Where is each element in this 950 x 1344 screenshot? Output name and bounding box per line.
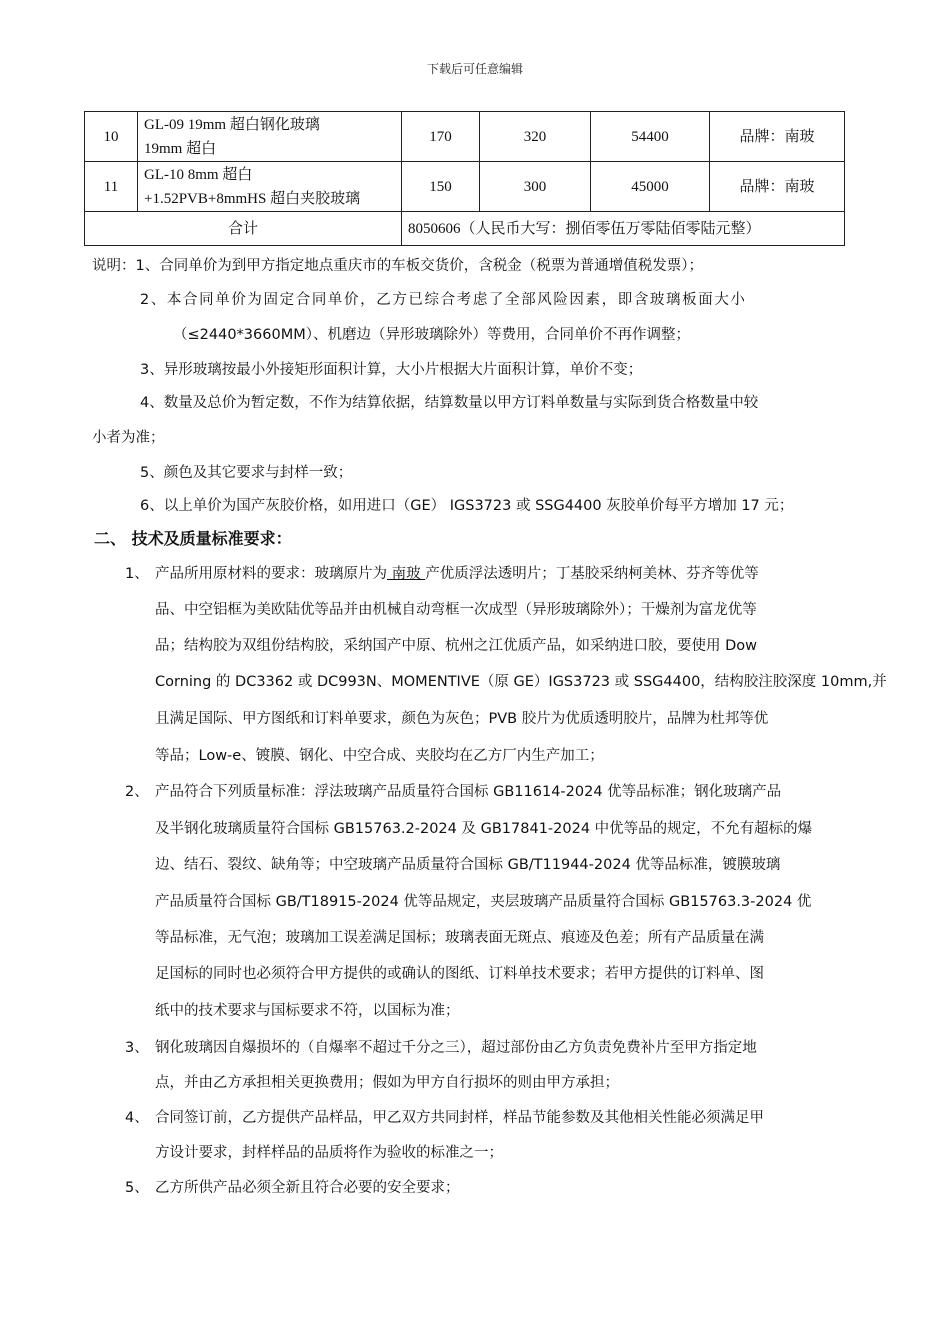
table-row [85,112,845,162]
para-3-line2: 点，并由乙方承担相关更换费用；假如为甲方自行损坏的则由甲方承担； [155,1075,619,1091]
note-2-line1: 2、本合同单价为固定合同单价，乙方已综合考虑了全部风险因素，即含玻璃板面大小 [140,292,747,308]
row-number: 11 [85,162,138,212]
glass-brand: 南玻 [387,566,426,582]
amount-cell: 54400 [591,112,710,162]
para-4-line1: 合同签订前，乙方提供产品样品，甲乙双方共同封样，样品节能参数及其他相关性能必须满足甲 [155,1110,764,1126]
note-2-line2: （≤2440*3660MM）、机磨边（异形玻璃除外）等费用，合同单价不再作调整； [173,327,690,343]
para-5-line1: 乙方所供产品必须全新且符合必要的安全要求； [155,1180,460,1196]
product-name-line2: 19mm 超白 [144,140,217,157]
unit-price-cell: 320 [480,112,591,162]
para-1-line3: 品；结构胶为双组份结构胶，采纳国产中原、杭州之江优质产品，如采纳进口胶，要使用 Dow [155,638,758,654]
quantity-cell: 170 [402,112,480,162]
item-number: 1、 [125,566,149,582]
header-note: 下载后可任意编辑 [426,62,523,76]
product-name-line2: +1.52PVB+8mmHS 超白夹胶玻璃 [144,190,361,207]
note-4-line2: 小者为准； [92,430,165,446]
para-1-line2: 品、中空铝框为美欧陆优等品并由机械自动弯框一次成型（异形玻璃除外）；干燥剂为富龙优等 [155,602,757,618]
section-heading: 二、 技术及质量标准要求： [94,529,292,548]
row-number: 10 [85,112,138,162]
quantity-cell: 150 [402,162,480,212]
note-1: 说明：1、合同单价为到甲方指定地点重庆市的车板交货价，含税金（税票为普通增值税发票）； [92,258,703,274]
item-number: 3、 [125,1040,149,1056]
para-2-line5: 等品标准，无气泡；玻璃加工误差满足国标；玻璃表面无斑点、痕迹及色差；所有产品质量在满 [155,930,764,946]
table-total-row [85,212,845,246]
para-3-line1: 钢化玻璃因自爆损坏的（自爆率不超过千分之三），超过部份由乙方负责免费补片至甲方指定地 [155,1040,757,1056]
para-1-line6: 等品；Low-e、镀膜、钢化、中空合成、夹胶均在乙方厂内生产加工； [155,748,604,764]
para-2-line2: 及半钢化玻璃质量符合国标 GB15763.2-2024 及 GB17841-2024 中优等品的规定，不允有超标的爆 [155,821,813,837]
price-table [84,111,845,246]
para-2-line6: 足国标的同时也必须符合甲方提供的或确认的图纸、订料单技术要求；若甲方提供的订料单、图 [155,966,764,982]
para-2-line7: 纸中的技术要求与国标要求不符，以国标为准； [155,1003,460,1019]
brand-note-cell: 品牌：南玻 [710,112,845,162]
para-2-line1: 产品符合下列质量标准：浮法玻璃产品质量符合国标 GB11614-2024 优等品标准；钢化玻璃产品 [155,784,782,800]
para-1-line1 [155,562,759,583]
para-1-line1-post: 产优质浮法透明片；丁基胶采纳柯美林、芬齐等优等 [425,566,759,582]
para-1-line4: Corning 的 DC3362 或 DC993N、MOMENTIVE（原 GE）IGS3723 或 SSG4400，结构胶注胶深度 10mm,并 [155,674,887,690]
para-1-line5: 且满足国际、甲方图纸和订料单要求，颜色为灰色；PVB 胶片为优质透明胶片，品牌为杜邦等优 [155,711,769,727]
para-1-line1-pre: 产品所用原材料的要求：玻璃原片为 [155,566,387,582]
total-value: 8050606（人民币大写：捌佰零伍万零陆佰零陆元整） [402,212,845,246]
product-name [138,162,402,212]
unit-price-cell: 300 [480,162,591,212]
product-name-line1: GL-10 8mm 超白 [144,166,253,183]
note-5: 5、颜色及其它要求与封样一致； [140,465,353,481]
note-4-line1: 4、数量及总价为暂定数，不作为结算依据，结算数量以甲方订料单数量与实际到货合格数量中较 [140,395,759,411]
item-number: 4、 [125,1110,149,1126]
product-name-line1: GL-09 19mm 超白钢化玻璃 [144,116,320,133]
amount-cell: 45000 [591,162,710,212]
item-number: 2、 [125,784,149,800]
table-row [85,162,845,212]
para-2-line3: 边、结石、裂纹、缺角等；中空玻璃产品质量符合国标 GB/T11944-2024 优等品标准，镀膜玻璃 [155,857,781,873]
item-number: 5、 [125,1180,149,1196]
brand-note-cell: 品牌：南玻 [710,162,845,212]
product-name [138,112,402,162]
para-4-line2: 方设计要求，封样样品的品质将作为验收的标准之一； [155,1145,503,1161]
note-3: 3、异形玻璃按最小外接矩形面积计算，大小片根据大片面积计算，单价不变； [140,362,643,378]
para-2-line4: 产品质量符合国标 GB/T18915-2024 优等品规定，夹层玻璃产品质量符合国标 GB15763.3-2024 优 [155,894,812,910]
total-label: 合计 [85,212,402,246]
note-6: 6、以上单价为国产灰胶价格，如用进口（GE） IGS3723 或 SSG4400 灰胶单价每平方增加 17 元； [140,498,794,514]
